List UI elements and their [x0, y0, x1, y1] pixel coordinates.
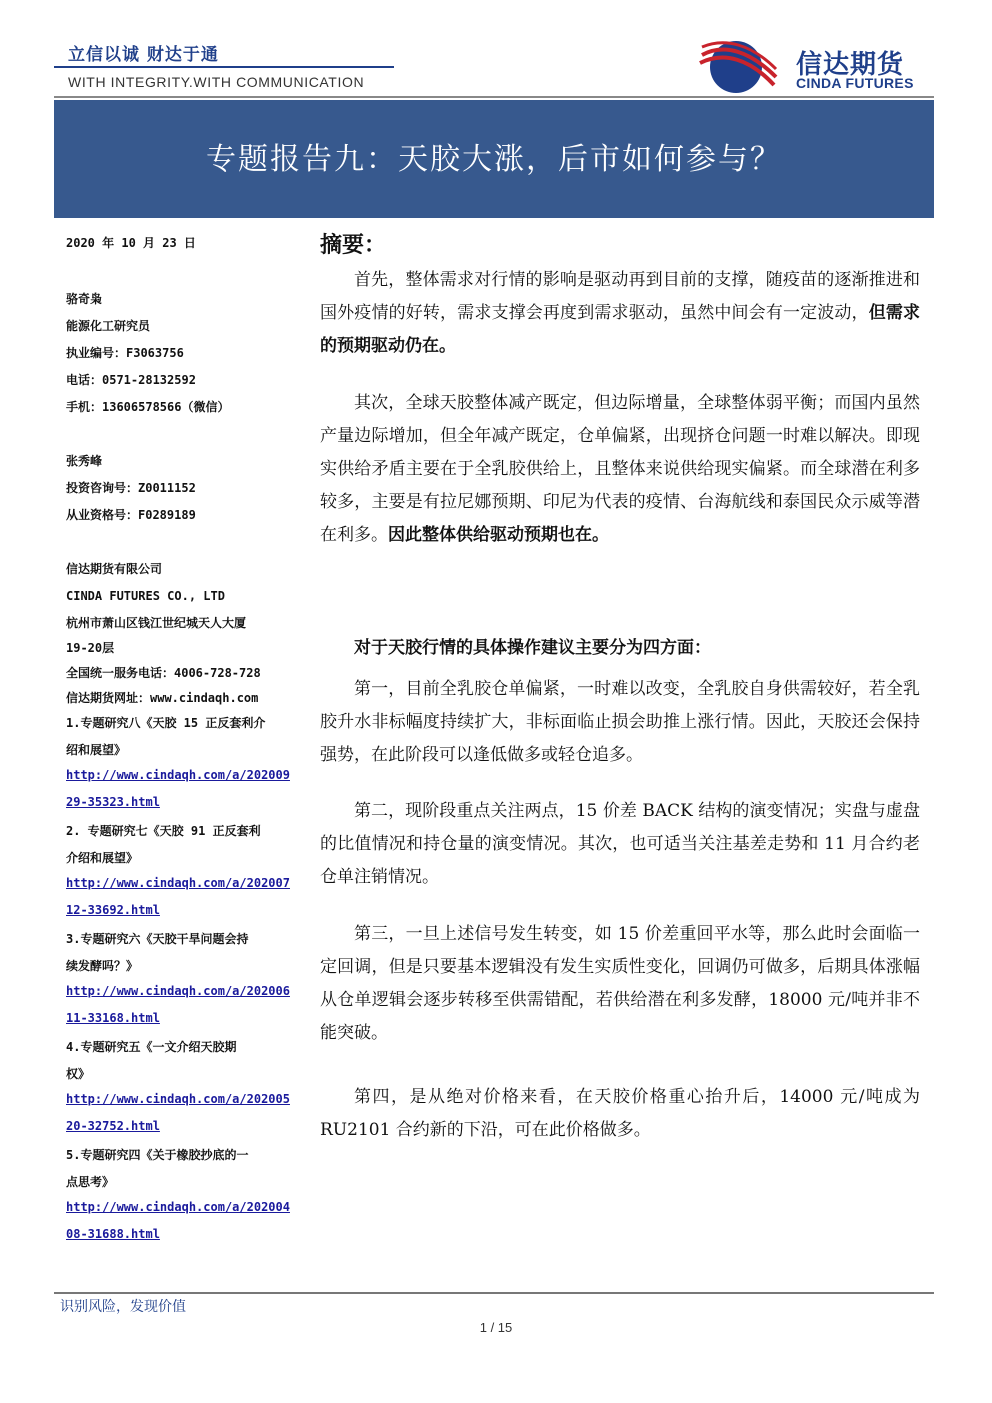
related-report-title: 4.专题研究五《一文介绍天胶期 — [66, 1040, 237, 1054]
summary-paragraph-bold: 对于天胶行情的具体操作建议主要分为四方面： — [354, 638, 711, 658]
analyst-consult-no: 投资咨询号：Z0011152 — [66, 481, 196, 495]
analyst-license: 执业编号：F3063756 — [66, 346, 184, 360]
analyst-phone: 电话：0571-28132592 — [66, 373, 196, 387]
related-report-title: 3.专题研究六《天胶干旱问题会持 — [66, 932, 249, 946]
slogan-en: WITH INTEGRITY.WITH COMMUNICATION — [68, 74, 365, 90]
company-name-en: CINDA FUTURES CO., LTD — [66, 589, 225, 603]
related-report-title: 2. 专题研究七《天胶 91 正反套利 — [66, 824, 261, 838]
related-report-link[interactable]: http://www.cindaqh.com/a/202007 — [66, 876, 290, 890]
related-report-link[interactable]: http://www.cindaqh.com/a/202004 — [66, 1200, 290, 1214]
summary-paragraph: 第一，目前全乳胶仓单偏紧，一时难以改变，全乳胶自身供需较好，若全乳胶升水非标幅度持续扩大，非标面临止损会助推上涨行情。因此，天胶还会保持强势，在此阶段可以逢低做多或轻仓追多。 — [320, 679, 920, 765]
summary-paragraph: 第四，是从绝对价格来看，在天胶价格重心抬升后，14000 元/吨成为 RU2101 合约新的下沿，可在此价格做多。 — [320, 1087, 920, 1140]
related-report-link[interactable]: 29-35323.html — [66, 795, 160, 809]
analyst-mobile: 手机：13606578566（微信） — [66, 400, 230, 414]
related-report-title: 点思考》 — [66, 1175, 115, 1189]
summary-paragraph: 第三，一旦上述信号发生转变，如 15 价差重回平水等，那么此时会面临一定回调，但是只要基本逻辑没有发生实质性变化，回调仍可做多，后期具体涨幅从仓单逻辑会逐步转移至供需错配，若供给潜在利多发酵，18000 元/吨并非不能突破。 — [320, 924, 920, 1043]
slogan-cn: 立信以诚 财达于通 — [68, 45, 219, 65]
footer-divider — [54, 1292, 934, 1294]
analyst-name: 骆奇枭 — [66, 292, 103, 306]
related-report-title: 5.专题研究四《关于橡胶抄底的一 — [66, 1148, 249, 1162]
report-title: 专题报告九：天胶大涨，后市如何参与？ — [206, 142, 782, 177]
related-report-link[interactable]: http://www.cindaqh.com/a/202006 — [66, 984, 290, 998]
related-report-title: 介绍和展望》 — [66, 851, 139, 865]
company-hotline: 全国统一服务电话：4006-728-728 — [66, 666, 261, 680]
summary-paragraph: 第二，现阶段重点关注两点，15 价差 BACK 结构的演变情况；实盘与虚盘的比值情况和持仓量的演变情况。其次，也可适当关注基差走势和 11 月合约老仓单注销情况。 — [320, 801, 920, 887]
related-report-title: 续发酵吗？》 — [66, 959, 139, 973]
cinda-logo-icon — [698, 33, 778, 95]
page-number: 1 / 15 — [479, 1320, 513, 1335]
related-report-title: 绍和展望》 — [66, 743, 127, 757]
logo-text-en: CINDA FUTURES — [796, 75, 914, 91]
related-report-link[interactable]: 20-32752.html — [66, 1119, 160, 1133]
summary-paragraph: 其次，全球天胶整体减产既定，但边际增量，全球整体弱平衡；而国内虽然产量边际增加，但全年减产既定，仓单偏紧，出现挤仓问题一时难以解决。即现实供给矛盾主要在于全乳胶供给上，且整体来说供给现实偏紧。而全球潜在利多较多，主要是有拉尼娜预期、印尼为代表的疫情、台海航线和泰国民众示威等潜在利多。因此整体供给驱动预期也在。 — [320, 393, 920, 545]
related-report-link[interactable]: http://www.cindaqh.com/a/202009 — [66, 768, 290, 782]
related-report-link[interactable]: 11-33168.html — [66, 1011, 160, 1025]
related-report-link[interactable]: 08-31688.html — [66, 1227, 160, 1241]
company-website: 信达期货网址：www.cindaqh.com — [66, 691, 259, 705]
logo-text-cn: 信达期货 — [796, 50, 905, 80]
related-report-title: 1.专题研究八《天胶 15 正反套利介 — [66, 716, 266, 730]
company-address: 杭州市萧山区钱江世纪城天人大厦 — [66, 616, 247, 630]
analyst-license: 从业资格号：F0289189 — [66, 508, 196, 522]
related-report-title: 权》 — [66, 1067, 91, 1081]
footer-slogan: 识别风险，发现价值 — [60, 1299, 186, 1315]
analyst-role: 能源化工研究员 — [66, 319, 151, 333]
slogan-divider — [54, 66, 394, 68]
company-name-cn: 信达期货有限公司 — [66, 562, 163, 576]
report-date: 2020 年 10 月 23 日 — [66, 236, 196, 250]
company-address-floor: 19-20层 — [66, 641, 115, 655]
summary-paragraph: 首先，整体需求对行情的影响是驱动再到目前的支撑，随疫苗的逐渐推进和国外疫情的好转，需求支撑会再度到需求驱动，虽然中间会有一定波动，但需求的预期驱动仍在。 — [320, 270, 921, 356]
header-divider — [54, 96, 934, 98]
summary-heading: 摘要： — [320, 232, 387, 258]
title-banner — [54, 100, 934, 218]
analyst-name: 张秀峰 — [66, 454, 103, 468]
related-report-link[interactable]: 12-33692.html — [66, 903, 160, 917]
related-report-link[interactable]: http://www.cindaqh.com/a/202005 — [66, 1092, 290, 1106]
